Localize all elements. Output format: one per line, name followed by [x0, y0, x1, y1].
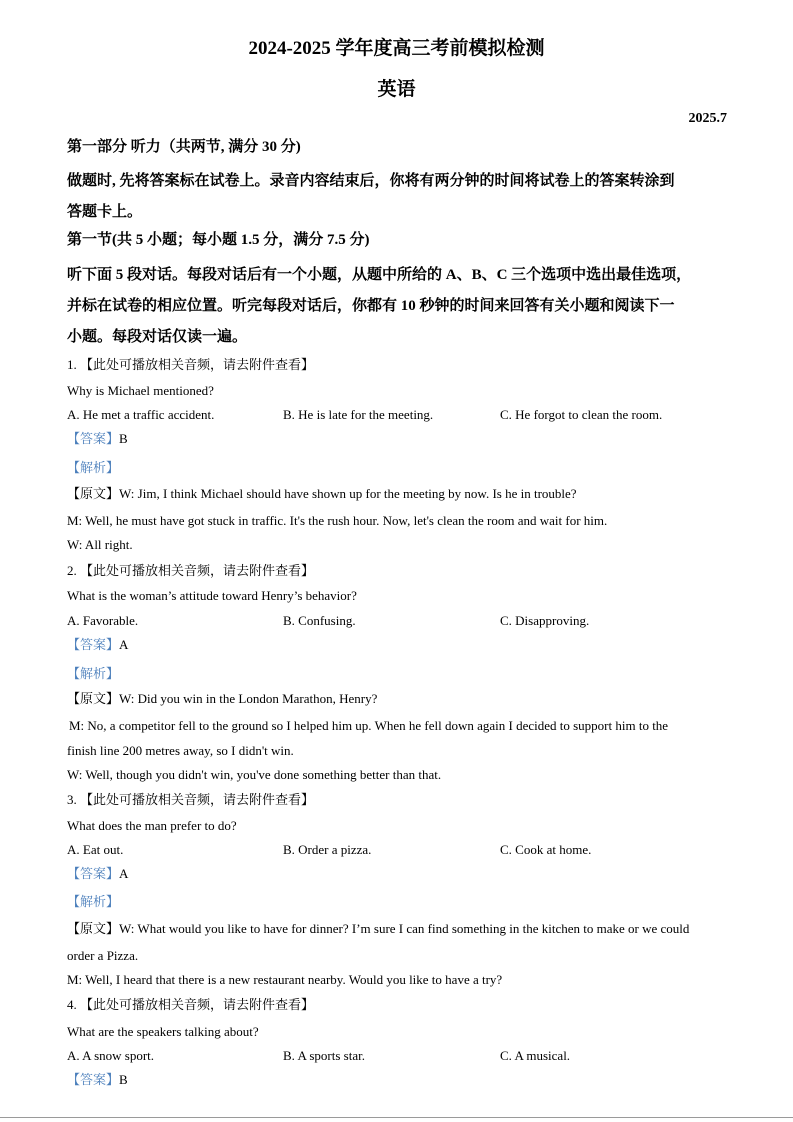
option-c: C. Cook at home.: [500, 842, 592, 857]
page-bottom-divider: [0, 1117, 793, 1118]
answer-value: B: [119, 1072, 128, 1087]
question-head[interactable]: 1. 【此处可播放相关音频，请去附件查看】: [67, 357, 315, 372]
option-a: A. Eat out.: [67, 842, 124, 857]
option-c: C. Disapproving.: [500, 613, 590, 628]
analysis-label: 【解析】: [67, 894, 120, 909]
question-text: What are the speakers talking about?: [67, 1024, 259, 1039]
question-text: What is the woman’s attitude toward Henry’s behavior?: [67, 588, 357, 603]
analysis-label: 【解析】: [67, 460, 120, 475]
transcript-line: [67, 921, 689, 937]
transcript-line: finish line 200 metres away, so I didn't win.: [67, 743, 294, 758]
transcript-line: M: Well, I heard that there is a new restaurant nearby. Would you like to have a try?: [67, 972, 503, 987]
transcript-text: W: Did you win in the London Marathon, Henry?: [119, 691, 378, 706]
instruction-line: 听下面 5 段对话。每段对话后有一个小题，从题中所给的 A、B、C 三个选项中选出最佳选项，: [67, 267, 692, 283]
exam-date: 2025.7: [688, 111, 727, 126]
part-heading: 第一部分 听力（共两节, 满分 30 分): [67, 139, 301, 155]
option-c: C. A musical.: [500, 1048, 571, 1063]
transcript-line: M: No, a competitor fell to the ground so I helped him up. When he fell down again I decided to support him to the: [69, 718, 669, 733]
question-head[interactable]: 2. 【此处可播放相关音频，请去附件查看】: [67, 563, 315, 578]
transcript-label: 【原文】: [67, 486, 120, 501]
question-text: What does the man prefer to do?: [67, 818, 237, 833]
subject-title: 英语: [377, 79, 416, 100]
exam-title: 2024-2025 学年度高三考前模拟检测: [248, 38, 545, 59]
answer-line: [67, 431, 128, 447]
option-b: B. Confusing.: [283, 613, 356, 628]
option-b: B. A sports star.: [283, 1048, 365, 1063]
answer-line: [67, 1072, 128, 1088]
transcript-line: M: Well, he must have got stuck in traffic. It's the rush hour. Now, let's clean the room and wait for him.: [67, 513, 608, 528]
transcript-line: W: All right.: [67, 537, 133, 552]
answer-label: 【答案】: [67, 1072, 120, 1087]
instruction-line: 小题。每段对话仅读一遍。: [67, 329, 248, 345]
question-head[interactable]: 4. 【此处可播放相关音频，请去附件查看】: [67, 997, 315, 1012]
instruction-line: 并标在试卷的相应位置。听完每段对话后，你都有 10 秒钟的时间来回答有关小题和阅读下一: [67, 298, 675, 314]
transcript-text: W: Jim, I think Michael should have shown up for the meeting by now. Is he in trouble?: [119, 486, 577, 501]
transcript-label: 【原文】: [67, 921, 120, 936]
answer-label: 【答案】: [67, 431, 120, 446]
option-c: C. He forgot to clean the room.: [500, 407, 663, 422]
transcript-line: [67, 486, 577, 502]
option-a: A. A snow sport.: [67, 1048, 155, 1063]
question-text: Why is Michael mentioned?: [67, 383, 214, 398]
answer-label: 【答案】: [67, 637, 120, 652]
question-head[interactable]: 3. 【此处可播放相关音频，请去附件查看】: [67, 792, 315, 807]
transcript-line: [67, 691, 377, 707]
answer-label: 【答案】: [67, 866, 120, 881]
answer-value: A: [119, 637, 129, 652]
transcript-line: order a Pizza.: [67, 948, 139, 963]
transcript-text: W: What would you like to have for dinner? I’m sure I can find something in the kitchen to make or we could: [119, 921, 690, 936]
option-b: B. He is late for the meeting.: [283, 407, 434, 422]
transcript-label: 【原文】: [67, 691, 120, 706]
transcript-line: W: Well, though you didn't win, you've done something better than that.: [67, 767, 442, 782]
instruction-line: 做题时, 先将答案标在试卷上。录音内容结束后，你将有两分钟的时间将试卷上的答案转涂到: [67, 173, 675, 189]
option-a: A. Favorable.: [67, 613, 139, 628]
section-heading: 第一节(共 5 小题；每小题 1.5 分，满分 7.5 分): [67, 232, 370, 248]
analysis-label: 【解析】: [67, 666, 120, 681]
answer-value: A: [119, 866, 129, 881]
answer-line: [67, 637, 128, 653]
option-a: A. He met a traffic accident.: [67, 407, 215, 422]
instruction-line: 答题卡上。: [67, 204, 143, 220]
answer-value: B: [119, 431, 128, 446]
option-b: B. Order a pizza.: [283, 842, 372, 857]
answer-line: [67, 866, 128, 882]
